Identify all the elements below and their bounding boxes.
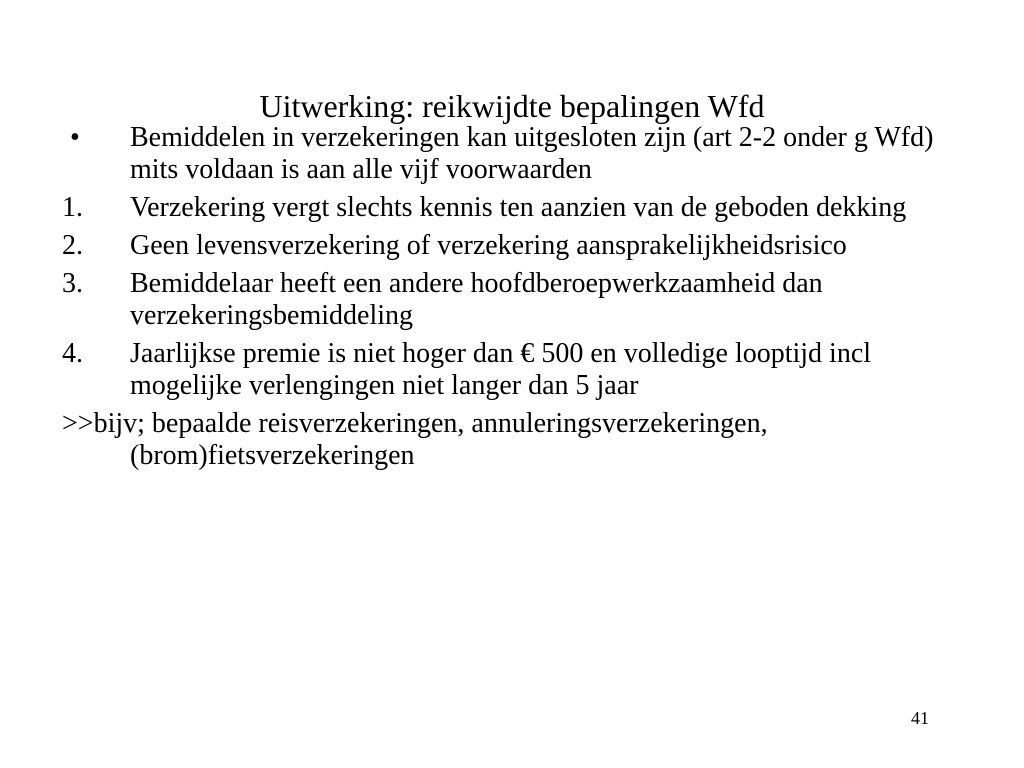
list-number: 1.	[62, 192, 83, 223]
list-number: 4.	[62, 338, 83, 369]
list-number: 2.	[62, 230, 83, 261]
slide-title: Uitwerking: reikwijdte bepalingen Wfd	[259, 88, 765, 124]
list-item-text: Jaarlijkse premie is niet hoger dan € 500 en volledige looptijd incl mogelijke verlengingen niet langer dan 5 jaar	[130, 338, 872, 401]
list-item	[62, 230, 982, 262]
list-item-text: Geen levensverzekering of verzekering aansprakelijkheidsrisico	[130, 230, 847, 261]
example-note: >>bijv; bepaalde reisverzekeringen, annuleringsverzekeringen, (brom)fietsverzekeringen	[62, 408, 768, 471]
list-item-text: Verzekering vergt slechts kennis ten aanzien van de geboden dekking	[130, 192, 907, 223]
list-number: 3.	[62, 268, 83, 299]
list-item	[62, 122, 982, 186]
slide-body	[62, 122, 982, 478]
list-item-text: Bemiddelen in verzekeringen kan uitgesloten zijn (art 2-2 onder g Wfd) mits voldaan is aan alle vijf voorwaarden	[130, 122, 934, 185]
page-number: 41	[911, 708, 929, 728]
list-item-text: Bemiddelaar heeft een andere hoofdberoepwerkzaamheid dan verzekeringsbemiddeling	[130, 268, 823, 331]
bullet-marker: •	[70, 122, 80, 153]
list-item	[62, 338, 982, 402]
list-item	[62, 192, 982, 224]
list-item	[62, 268, 982, 332]
